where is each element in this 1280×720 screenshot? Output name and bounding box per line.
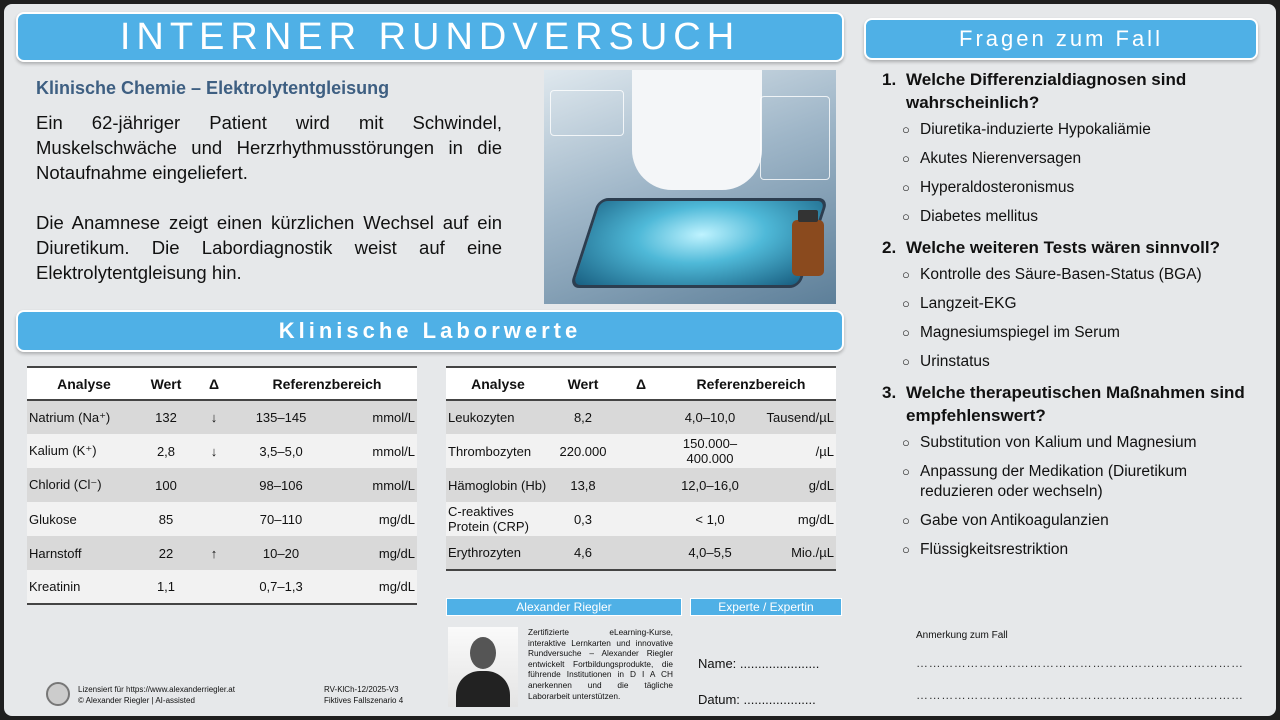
circle-bullet-icon: ○ bbox=[902, 122, 910, 137]
answer-item bbox=[902, 323, 1262, 343]
cell-unit: Tausend/µL bbox=[754, 400, 836, 434]
question-block bbox=[882, 381, 1262, 560]
answer-item bbox=[902, 462, 1262, 502]
circle-bullet-icon: ○ bbox=[902, 151, 910, 166]
case-description bbox=[36, 110, 502, 285]
cell-wert: 22 bbox=[141, 536, 191, 570]
questions-list bbox=[882, 68, 1262, 569]
cell-unit: mg/dL bbox=[325, 502, 417, 536]
cell-wert: 4,6 bbox=[550, 536, 616, 570]
cell-analyse: C-reaktives Protein (CRP) bbox=[446, 502, 550, 536]
answer-list bbox=[902, 120, 1262, 227]
answer-text: Substitution von Kalium und Magnesium bbox=[920, 434, 1197, 451]
cell-unit: mg/dL bbox=[754, 502, 836, 536]
table-row bbox=[446, 434, 836, 468]
cell-referenz: 0,7–1,3 bbox=[237, 570, 325, 604]
remark-line[interactable]: …………………………………………………………………… bbox=[916, 688, 1244, 702]
answer-item bbox=[902, 433, 1262, 453]
medicine-bottle bbox=[792, 220, 824, 276]
cell-referenz: 3,5–5,0 bbox=[237, 434, 325, 468]
cell-delta bbox=[191, 502, 237, 536]
cell-analyse: Glukose bbox=[27, 502, 141, 536]
answer-text: Diabetes mellitus bbox=[920, 208, 1039, 225]
col-header-referenz: Referenzbereich bbox=[237, 367, 417, 400]
footer-license bbox=[78, 684, 235, 706]
cell-unit: mmol/L bbox=[325, 434, 417, 468]
hud-panel bbox=[760, 96, 830, 180]
col-header-delta: Δ bbox=[191, 367, 237, 400]
cell-referenz: 4,0–10,0 bbox=[666, 400, 754, 434]
case-paragraph-1: Ein 62-jähriger Patient wird mit Schwindel, Muskelschwäche und Herzrhythmusstörungen in die Notaufnahme eingeliefert. bbox=[36, 112, 502, 183]
cell-unit: /µL bbox=[754, 434, 836, 468]
col-header-referenz: Referenzbereich bbox=[666, 367, 836, 400]
remark-label: Anmerkung zum Fall bbox=[916, 630, 1008, 641]
lab-values-title: Klinische Laborwerte bbox=[16, 310, 844, 352]
doctor-coat bbox=[632, 70, 762, 190]
question-block bbox=[882, 68, 1262, 227]
col-header-analyse: Analyse bbox=[446, 367, 550, 400]
col-header-wert: Wert bbox=[141, 367, 191, 400]
table-row bbox=[446, 502, 836, 536]
answer-item bbox=[902, 178, 1262, 198]
logo-icon bbox=[46, 682, 70, 706]
answer-text: Flüssigkeitsrestriktion bbox=[920, 541, 1069, 558]
answer-text: Urinstatus bbox=[920, 353, 990, 370]
cell-unit: g/dL bbox=[754, 468, 836, 502]
answer-text: Akutes Nierenversagen bbox=[920, 150, 1082, 167]
circle-bullet-icon: ○ bbox=[902, 180, 910, 195]
answer-item bbox=[902, 352, 1262, 372]
slide bbox=[4, 4, 1276, 716]
cell-wert: 1,1 bbox=[141, 570, 191, 604]
cell-referenz: 135–145 bbox=[237, 400, 325, 434]
cell-analyse: Harnstoff bbox=[27, 536, 141, 570]
cell-wert: 85 bbox=[141, 502, 191, 536]
remark-line[interactable]: …………………………………………………………………… bbox=[916, 656, 1244, 670]
cell-analyse: Kreatinin bbox=[27, 570, 141, 604]
cell-delta bbox=[616, 502, 666, 536]
circle-bullet-icon: ○ bbox=[902, 296, 910, 311]
cell-referenz: 98–106 bbox=[237, 468, 325, 502]
case-paragraph-2: Die Anamnese zeigt einen kürzlichen Wechsel auf ein Diuretikum. Die Labordiagnostik weist auf eine Elektrolytentgleisung hin. bbox=[36, 212, 502, 283]
answer-text: Anpassung der Medikation (Diuretikum reduzieren oder wechseln) bbox=[920, 463, 1188, 500]
table-row bbox=[446, 468, 836, 502]
lab-table-hematology bbox=[446, 366, 836, 571]
cell-referenz: 12,0–16,0 bbox=[666, 468, 754, 502]
cell-wert: 8,2 bbox=[550, 400, 616, 434]
cell-unit: mg/dL bbox=[325, 536, 417, 570]
answer-text: Gabe von Antikoagulanzien bbox=[920, 512, 1109, 529]
answer-text: Magnesiumspiegel im Serum bbox=[920, 324, 1120, 341]
answer-text: Hyperaldosteronismus bbox=[920, 179, 1075, 196]
cell-referenz: 70–110 bbox=[237, 502, 325, 536]
cell-unit: mg/dL bbox=[325, 570, 417, 604]
question-number: 1. bbox=[882, 70, 897, 89]
tablet bbox=[569, 198, 828, 288]
cell-unit: mmol/L bbox=[325, 468, 417, 502]
answer-list bbox=[902, 265, 1262, 372]
cell-delta bbox=[191, 570, 237, 604]
cell-delta bbox=[616, 400, 666, 434]
cell-delta bbox=[616, 434, 666, 468]
table-row bbox=[27, 570, 417, 604]
cell-delta bbox=[616, 536, 666, 570]
cell-analyse: Hämoglobin (Hb) bbox=[446, 468, 550, 502]
lab-table-electrolytes bbox=[27, 366, 417, 605]
question-block bbox=[882, 236, 1262, 372]
cell-analyse: Thrombozyten bbox=[446, 434, 550, 468]
cell-wert: 132 bbox=[141, 400, 191, 434]
answer-item bbox=[902, 265, 1262, 285]
cell-referenz: 150.000–400.000 bbox=[666, 434, 754, 468]
table-row bbox=[446, 400, 836, 434]
expert-label: Experte / Expertin bbox=[690, 598, 842, 616]
table-row bbox=[27, 502, 417, 536]
cell-delta bbox=[616, 468, 666, 502]
copyright-text: © Alexander Riegler | AI-assisted bbox=[78, 696, 195, 705]
answer-list bbox=[902, 433, 1262, 560]
cell-delta: ↓ bbox=[191, 434, 237, 468]
answer-item bbox=[902, 511, 1262, 531]
question-text: Welche Differenzialdiagnosen sind wahrscheinlich? bbox=[906, 70, 1187, 112]
cell-wert: 2,8 bbox=[141, 434, 191, 468]
cell-referenz: 4,0–5,5 bbox=[666, 536, 754, 570]
cell-wert: 13,8 bbox=[550, 468, 616, 502]
col-header-wert: Wert bbox=[550, 367, 616, 400]
answer-text: Langzeit-EKG bbox=[920, 295, 1017, 312]
col-header-analyse: Analyse bbox=[27, 367, 141, 400]
cell-referenz: < 1,0 bbox=[666, 502, 754, 536]
answer-text: Diuretika-induzierte Hypokaliämie bbox=[920, 121, 1151, 138]
answer-item bbox=[902, 149, 1262, 169]
question bbox=[882, 236, 1262, 259]
table-row bbox=[27, 434, 417, 468]
question-number: 3. bbox=[882, 383, 897, 402]
question-number: 2. bbox=[882, 238, 897, 257]
case-subtitle: Klinische Chemie – Elektrolytentgleisung bbox=[36, 78, 390, 98]
doctor-tablet-image bbox=[544, 70, 836, 304]
cell-wert: 100 bbox=[141, 468, 191, 502]
answer-item bbox=[902, 294, 1262, 314]
table-row bbox=[27, 468, 417, 502]
cell-referenz: 10–20 bbox=[237, 536, 325, 570]
cell-delta: ↓ bbox=[191, 400, 237, 434]
author-name-label: Alexander Riegler bbox=[446, 598, 682, 616]
cell-wert: 0,3 bbox=[550, 502, 616, 536]
circle-bullet-icon: ○ bbox=[902, 267, 910, 282]
question bbox=[882, 381, 1262, 427]
circle-bullet-icon: ○ bbox=[902, 325, 910, 340]
license-text: Lizensiert für https://www.alexanderriegler.at bbox=[78, 685, 235, 694]
answer-item bbox=[902, 120, 1262, 140]
cell-delta: ↑ bbox=[191, 536, 237, 570]
circle-bullet-icon: ○ bbox=[902, 542, 910, 557]
cell-analyse: Natrium (Na⁺) bbox=[27, 400, 141, 434]
hud-panel bbox=[550, 90, 624, 136]
portrait-head bbox=[470, 637, 496, 669]
answer-item bbox=[902, 207, 1262, 227]
cell-unit: Mio./µL bbox=[754, 536, 836, 570]
author-portrait bbox=[448, 627, 518, 707]
answer-text: Kontrolle des Säure-Basen-Status (BGA) bbox=[920, 266, 1202, 283]
footer-code bbox=[324, 684, 403, 706]
circle-bullet-icon: ○ bbox=[902, 435, 910, 450]
author-bio: Zertifizierte eLearning-Kurse, interaktive Lernkarten und innovative Rundversuche – Alexander Riegler entwickelt Fortbildungsprodukte, die führende Institutionen in D I A CH anerkennen und die tägliche Laborarbeit unterstützen. bbox=[528, 627, 673, 701]
circle-bullet-icon: ○ bbox=[902, 209, 910, 224]
cell-analyse: Chlorid (Cl⁻) bbox=[27, 468, 141, 502]
expert-date-field[interactable]: Datum: .................... bbox=[698, 692, 816, 707]
question-text: Welche weiteren Tests wären sinnvoll? bbox=[906, 238, 1220, 257]
cell-unit: mmol/L bbox=[325, 400, 417, 434]
table-row bbox=[27, 400, 417, 434]
circle-bullet-icon: ○ bbox=[902, 513, 910, 528]
cell-analyse: Erythrozyten bbox=[446, 536, 550, 570]
table-row bbox=[27, 536, 417, 570]
circle-bullet-icon: ○ bbox=[902, 354, 910, 369]
expert-name-field[interactable]: Name: ...................... bbox=[698, 656, 820, 671]
question bbox=[882, 68, 1262, 114]
cell-analyse: Leukozyten bbox=[446, 400, 550, 434]
cell-analyse: Kalium (K⁺) bbox=[27, 434, 141, 468]
circle-bullet-icon: ○ bbox=[902, 464, 910, 479]
question-text: Welche therapeutischen Maßnahmen sind empfehlenswert? bbox=[906, 383, 1245, 425]
col-header-delta: Δ bbox=[616, 367, 666, 400]
answer-item bbox=[902, 540, 1262, 560]
portrait-body bbox=[456, 671, 510, 707]
scenario-text: Fiktives Fallszenario 4 bbox=[324, 696, 404, 705]
questions-title: Fragen zum Fall bbox=[864, 18, 1258, 60]
document-code: RV-KlCh-12/2025-V3 bbox=[324, 685, 399, 694]
cell-delta bbox=[191, 468, 237, 502]
page-title: INTERNER RUNDVERSUCH bbox=[16, 12, 844, 62]
table-row bbox=[446, 536, 836, 570]
cell-wert: 220.000 bbox=[550, 434, 616, 468]
